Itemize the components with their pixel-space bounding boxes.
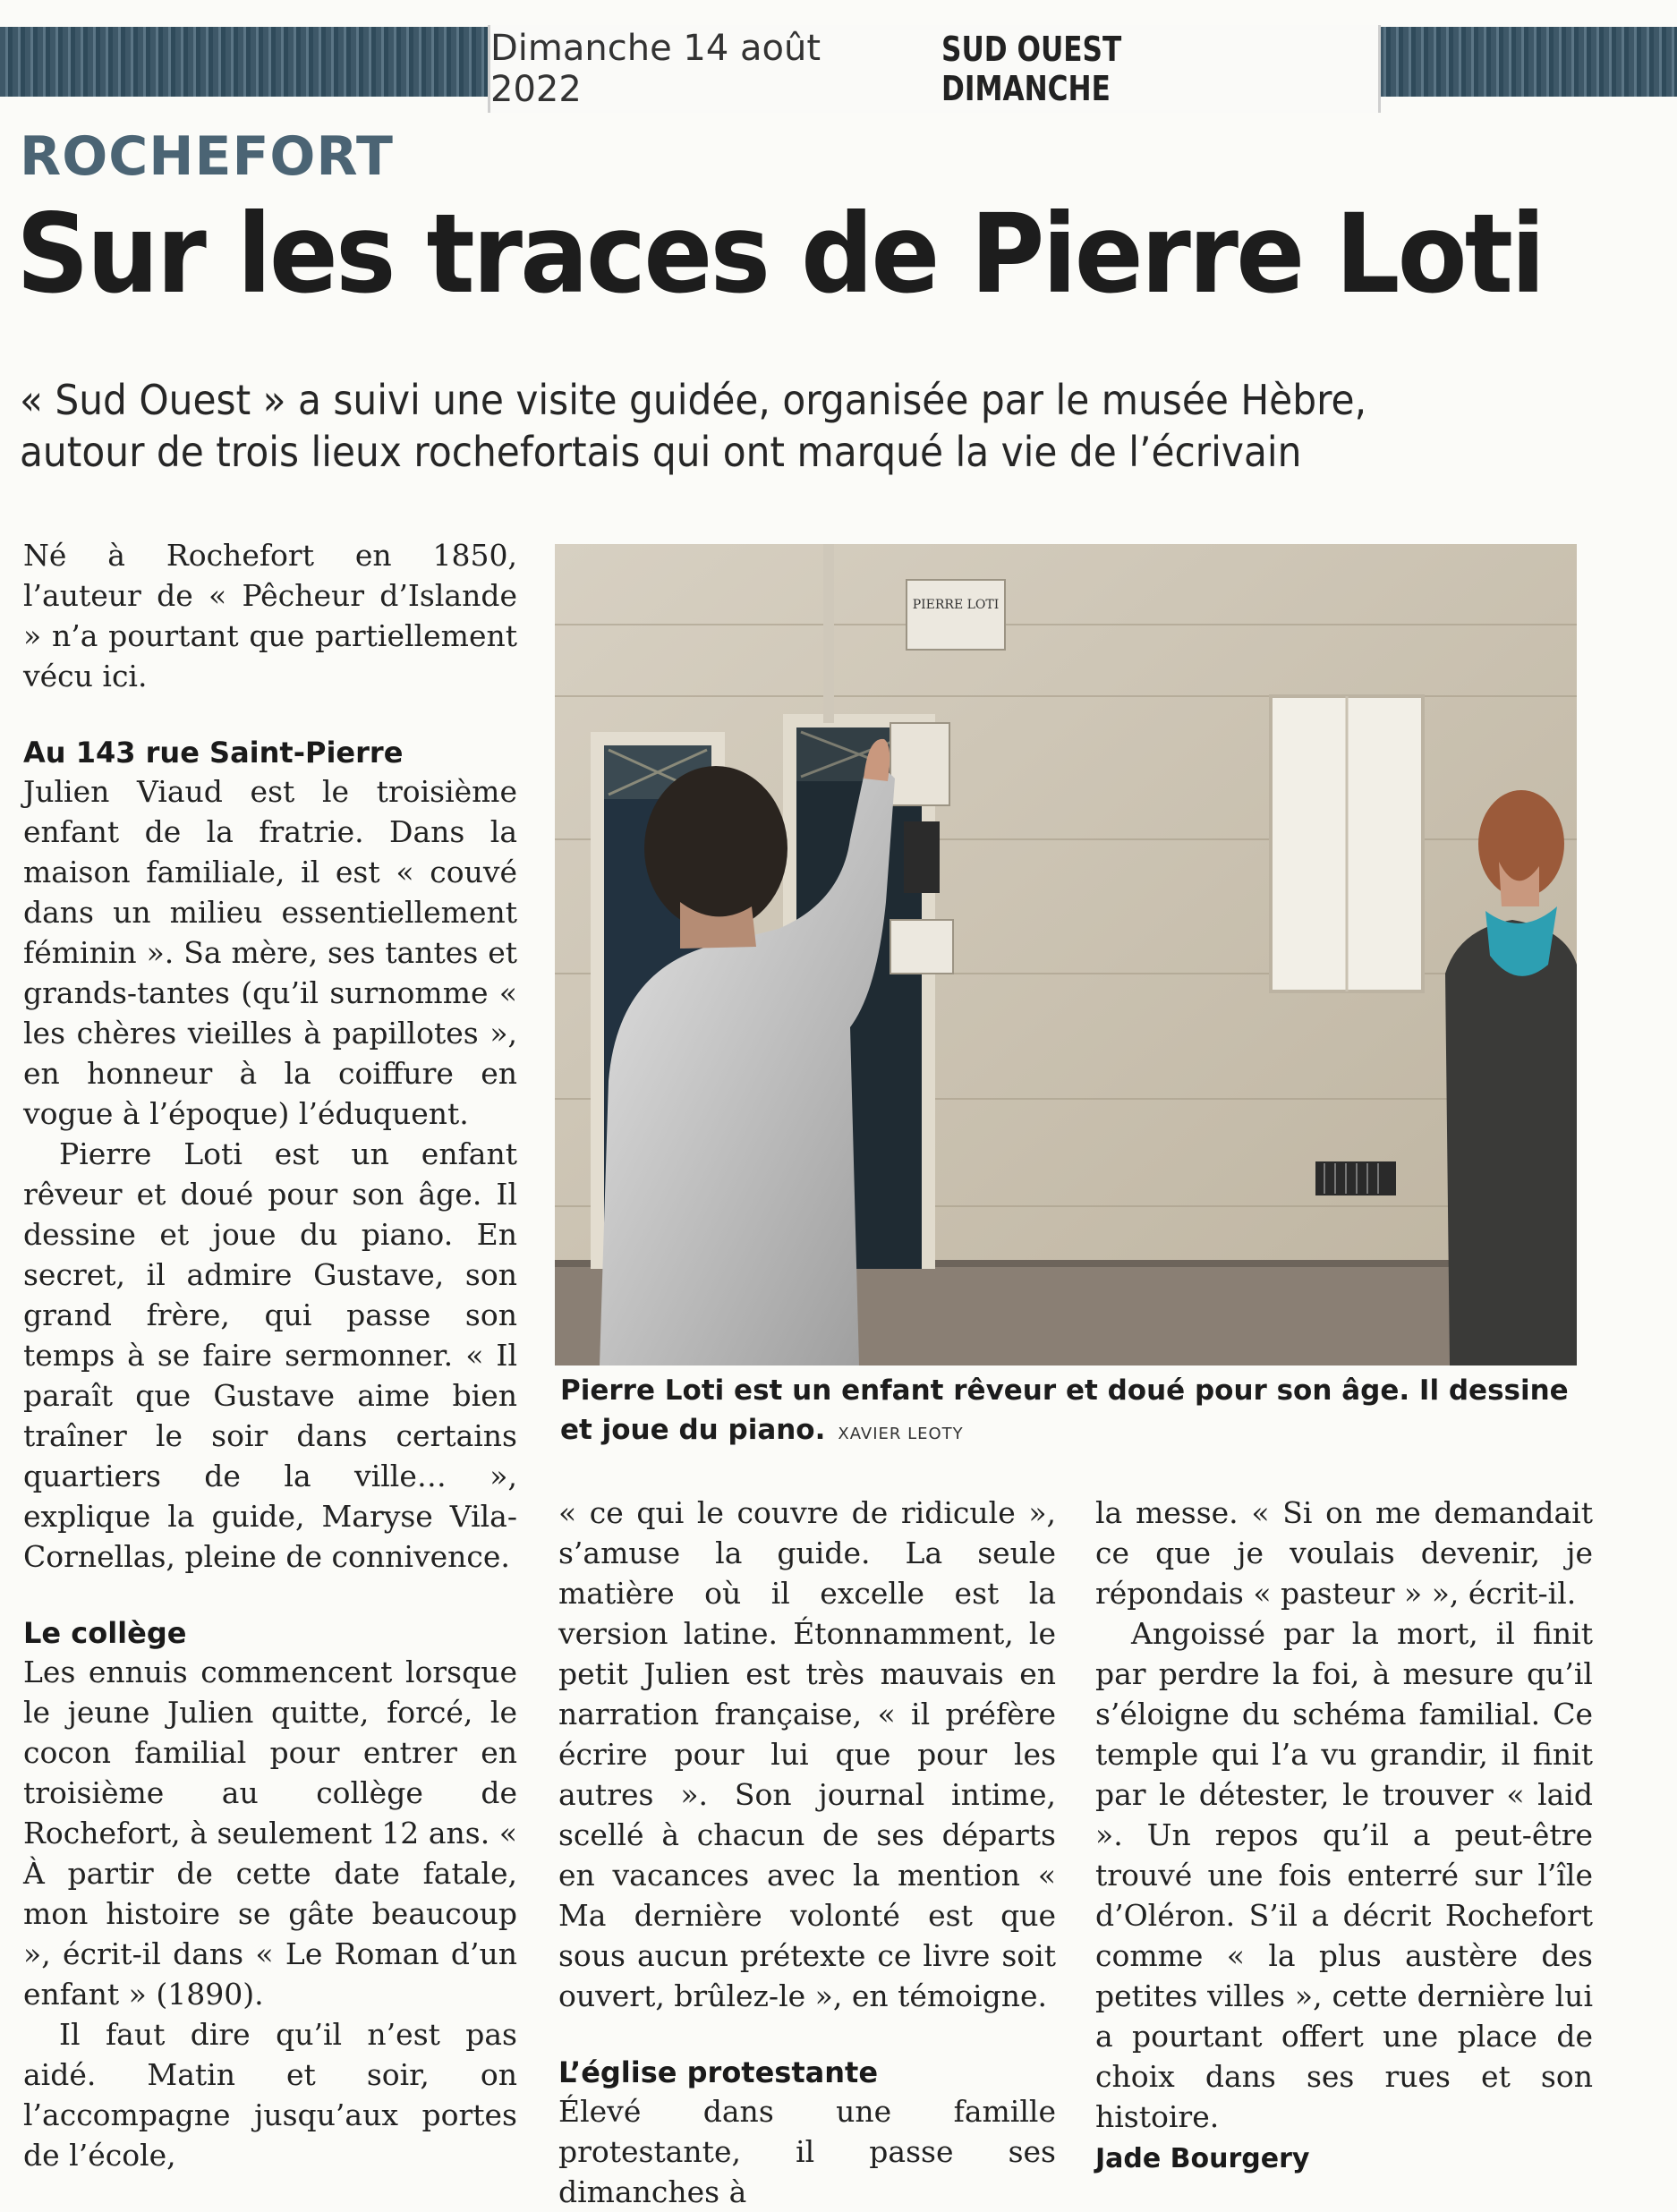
article-column-2 <box>558 1493 1056 2212</box>
issue-date: Dimanche 14 août 2022 <box>490 28 821 110</box>
article-column-3 <box>1095 1493 1593 2179</box>
headline: Sur les traces de Pierre Loti <box>16 191 1544 318</box>
paragraph: Les ennuis commencent lorsque le jeune Julien quitte, forcé, le cocon familial pour entrer en troisième au collège de Rochefort, à seulement 12 ans. « À partir de cette date fatale, mon histoire se gâte beaucoup », écrit-il dans « Le Roman d’un enfant » (1890). <box>23 1655 517 2012</box>
paragraph: la messe. « Si on me demandait ce que je voulais devenir, je répondais « pasteur » », écrit-il. <box>1095 1495 1593 1611</box>
photo-credit: XAVIER LEOTY <box>838 1425 964 1443</box>
subheading-saint-pierre: Au 143 rue Saint-Pierre <box>23 736 404 770</box>
newspaper-name: SUD OUEST DIMANCHE <box>941 30 1122 108</box>
paragraph: Pierre Loti est un enfant rêveur et doué pour son âge. Il dessine et joue du piano. En secret, il admire Gustave, son grand frère, qui passe son temps à se faire sermonner. « Il paraît que Gustave aime bien traîner le soir dans certains quartiers de la ville… », explique la guide, Maryse Vila-Cornellas, pleine de connivence. <box>23 1136 517 1574</box>
paragraph: « ce qui le couvre de ridicule », s’amuse la guide. La seule matière où il excelle est la version latine. Étonnamment, le petit Julien est très mauvais en narration française, « il préfère écrire pour lui que pour les autres ». Son journal intime, scellé à chacun de ses départs en vacances avec la mention « Ma dernière volonté est que sous aucun prétexte ce livre soit ouvert, brûlez-le », en témoigne. <box>558 1495 1056 2013</box>
article-column-1 <box>23 535 517 2175</box>
caption-text: Pierre Loti est un enfant rêveur et doué pour son âge. Il dessine et joue du piano. <box>560 1374 1569 1446</box>
photo-caption <box>560 1371 1580 1454</box>
author-byline: Jade Bourgery <box>1095 2143 1310 2174</box>
article-photo <box>555 544 1577 1365</box>
paragraph: Élevé dans une famille protestante, il passe ses dimanches à <box>558 2094 1056 2209</box>
subheadline: « Sud Ouest » a suivi une visite guidée, organisée par le musée Hèbre, autour de trois lieux rochefortais qui ont marqué la vie de l’écrivain <box>20 376 1367 476</box>
subheading-eglise: L’église protestante <box>558 2055 879 2089</box>
paragraph: Angoissé par la mort, il finit par perdre la foi, à mesure qu’il s’éloigne du schéma familial. Ce temple qui l’a vu grandir, il finit par le détester, le trouver « laid ». Un repos qu’il a peut-être trouvé une fois enterré sur l’île d’Oléron. S’il a décrit Rochefort comme « la plus austère des petites villes », cette dernière lui a pourtant offert une place de choix dans ses rues et son histoire. <box>1095 1616 1593 2134</box>
paragraph: Il faut dire qu’il n’est pas aidé. Matin et soir, on l’accompagne jusqu’aux portes de l’école, <box>23 2017 517 2173</box>
intro-paragraph: Né à Rochefort en 1850, l’auteur de « Pêcheur d’Islande » n’a pourtant que partiellement vécu ici. <box>23 538 517 693</box>
plaque-text: PIERRE LOTI <box>912 598 1000 612</box>
paragraph: Julien Viaud est le troisième enfant de la fratrie. Dans la maison familiale, il est « couvé dans un milieu essentiellement féminin ». Sa mère, ses tantes et grands-tantes (qu’il surnomme « les chères vieilles à papillotes », en honneur à la coiffure en vogue à l’époque) l’éduquent. <box>23 774 517 1131</box>
section-label: ROCHEFORT <box>20 125 394 188</box>
subheading-college: Le collège <box>23 1616 187 1650</box>
masthead <box>488 25 1381 113</box>
